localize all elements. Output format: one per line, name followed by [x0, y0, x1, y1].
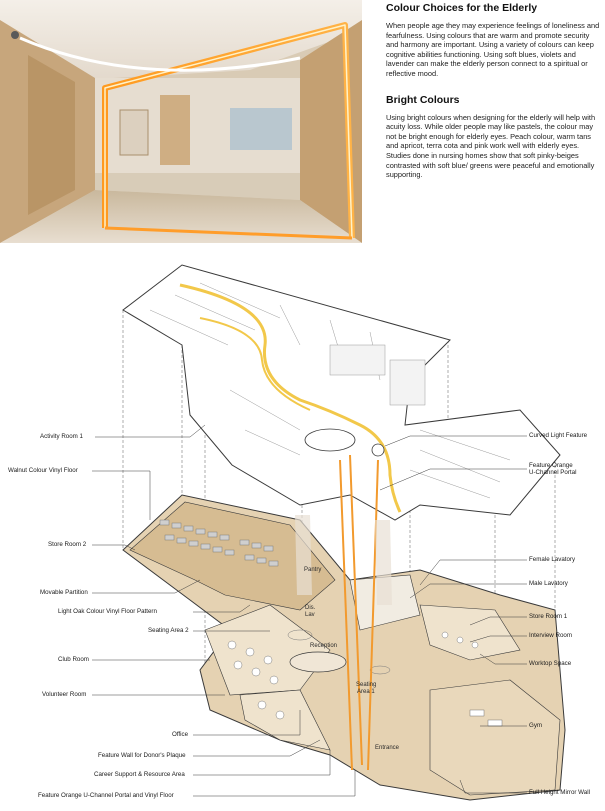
section-heading: Colour Choices for the Elderly — [386, 2, 538, 14]
label-male-lavatory: Male Lavatory — [529, 580, 568, 587]
label-career-support: Career Support & Resource Area — [94, 771, 185, 778]
label-dis-lav-2: Lav — [305, 612, 315, 618]
label-store-room-1: Store Room 1 — [529, 613, 568, 620]
section-body: Using bright colours when designing for the elderly will help with acuity loss. While older people may like pastels, the colour may not be bright enough for elderly eyes. Peach colour, warm tans and apricot, terra cota and pink work well with elderly eyes. Studies done in nursing homes show that soft pinky-beiges contrasted with soft blue/ greens were peaceful and emotionally supporting. — [386, 112, 596, 180]
label-orange-portal-2: U-Channel Portal — [529, 469, 577, 476]
text-column — [386, 0, 600, 180]
interior-photo — [0, 0, 362, 243]
label-curved-light: Curved Light Feature — [529, 432, 588, 439]
label-worktop-space: Worktop Space — [529, 660, 572, 667]
label-club-room: Club Room — [58, 656, 89, 663]
interior-photo-illustration — [0, 0, 362, 243]
label-activity-room: Activity Room 1 — [40, 433, 83, 440]
floor-plan-drawing — [0, 250, 605, 811]
label-volunteer-room: Volunteer Room — [42, 691, 87, 698]
label-walnut-floor: Walnut Colour Vinyl Floor — [8, 467, 78, 474]
section-body: When people age they may experience feelings of loneliness and fearfulness. Using colours that are warm and promote security and harmony are important. Using a variety of colours can keep cognitive abilities functioning. Using soft blues, violets and lavender can make the elderly person connect to a spiritual or reflective mood. — [386, 21, 600, 78]
label-seating-1b: Area 1 — [357, 689, 375, 695]
label-pantry: Pantry — [304, 567, 322, 573]
label-mirror-wall: Full Height Mirror Wall — [529, 789, 590, 796]
label-feature-wall: Feature Wall for Donor's Plaque — [98, 752, 186, 759]
axonometric-floor-plan — [0, 250, 605, 811]
label-seating-area-2: Seating Area 2 — [148, 627, 189, 634]
label-seating-1a: Seating — [356, 682, 377, 688]
label-store-room-2: Store Room 2 — [48, 541, 87, 548]
label-female-lavatory: Female Lavatory — [529, 556, 576, 563]
label-interview-room: Interview Room — [529, 632, 572, 639]
label-office: Office — [172, 731, 189, 738]
label-portal-vinyl: Feature Orange U-Channel Portal and Vinyl Floor — [38, 792, 174, 799]
label-dis-lav-1: Dis. — [305, 605, 316, 611]
label-orange-portal-1: Feature Orange — [529, 462, 573, 469]
label-light-oak-floor: Light Oak Colour Vinyl Floor Pattern — [58, 608, 157, 615]
section-heading: Bright Colours — [386, 93, 460, 106]
label-movable-partition: Movable Partition — [40, 589, 88, 596]
label-reception: Reception — [310, 643, 338, 649]
label-entrance: Entrance — [375, 745, 400, 751]
label-gym: Gym — [529, 722, 543, 729]
